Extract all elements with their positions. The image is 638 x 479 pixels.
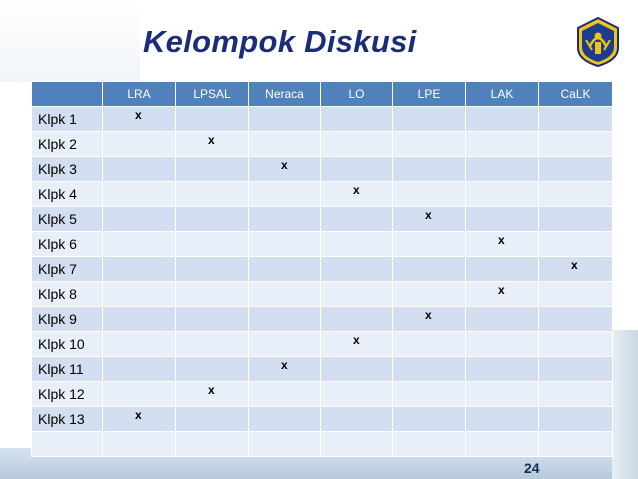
table-header-row	[32, 82, 613, 107]
page-number: 24	[524, 460, 540, 476]
table-cell	[321, 357, 393, 382]
table-row	[32, 307, 613, 332]
table-row	[32, 432, 613, 457]
row-label	[32, 432, 103, 457]
table-cell	[466, 132, 539, 157]
table-cell	[249, 132, 321, 157]
table-cell	[393, 232, 466, 257]
row-label: Klpk 2	[32, 132, 103, 157]
table-cell	[176, 232, 249, 257]
table-cell	[321, 382, 393, 407]
row-label: Klpk 3	[32, 157, 103, 182]
table-cell	[176, 157, 249, 182]
row-label: Klpk 7	[32, 257, 103, 282]
slide-title: Kelompok Diskusi	[143, 24, 417, 59]
table-cell	[103, 132, 176, 157]
table-cell	[249, 432, 321, 457]
row-label: Klpk 4	[32, 182, 103, 207]
table-cell: x	[393, 207, 466, 232]
table-cell	[466, 382, 539, 407]
table-cell	[393, 107, 466, 132]
table-cell	[321, 232, 393, 257]
kementerian-keuangan-logo-icon	[572, 16, 624, 68]
column-header: LPSAL	[176, 82, 249, 107]
table-cell	[539, 182, 613, 207]
table-cell: x	[321, 332, 393, 357]
table-cell	[539, 432, 613, 457]
table-cell	[321, 282, 393, 307]
row-label: Klpk 12	[32, 382, 103, 407]
column-header: LPE	[393, 82, 466, 107]
column-header: LO	[321, 82, 393, 107]
table-cell	[539, 232, 613, 257]
table-cell	[393, 407, 466, 432]
table-row	[32, 132, 613, 157]
table-cell	[249, 207, 321, 232]
table-cell	[103, 182, 176, 207]
table-cell	[103, 282, 176, 307]
table-cell	[103, 157, 176, 182]
table-row	[32, 257, 613, 282]
table-row	[32, 182, 613, 207]
table-cell	[321, 157, 393, 182]
table-cell	[103, 257, 176, 282]
table-cell: x	[466, 282, 539, 307]
column-header: Neraca	[249, 82, 321, 107]
table-cell	[249, 232, 321, 257]
row-label: Klpk 5	[32, 207, 103, 232]
table-cell	[321, 207, 393, 232]
table-cell	[393, 332, 466, 357]
table-cell	[539, 332, 613, 357]
table-cell	[103, 357, 176, 382]
table-row	[32, 282, 613, 307]
table-row	[32, 107, 613, 132]
table-cell	[176, 407, 249, 432]
table-cell	[539, 407, 613, 432]
background-side-band	[612, 330, 638, 479]
table-cell	[539, 107, 613, 132]
table-cell	[466, 432, 539, 457]
table-row	[32, 332, 613, 357]
table-cell	[249, 282, 321, 307]
table-cell	[393, 432, 466, 457]
table-cell	[249, 332, 321, 357]
table-cell	[539, 307, 613, 332]
table-cell	[103, 207, 176, 232]
table-cell	[539, 382, 613, 407]
background-decoration	[0, 0, 140, 82]
table-cell	[176, 107, 249, 132]
table-cell: x	[321, 182, 393, 207]
column-header: LAK	[466, 82, 539, 107]
table-cell	[393, 257, 466, 282]
table-cell	[176, 357, 249, 382]
table-cell	[249, 382, 321, 407]
table-cell	[393, 357, 466, 382]
table-cell: x	[249, 157, 321, 182]
table-cell	[249, 407, 321, 432]
table-cell	[103, 432, 176, 457]
row-label: Klpk 8	[32, 282, 103, 307]
table-cell	[176, 207, 249, 232]
table-cell: x	[176, 382, 249, 407]
table-cell	[466, 332, 539, 357]
table-cell	[176, 182, 249, 207]
table-cell	[466, 257, 539, 282]
row-label: Klpk 10	[32, 332, 103, 357]
table-cell	[321, 432, 393, 457]
table-cell	[321, 132, 393, 157]
table-cell	[176, 282, 249, 307]
table-row	[32, 357, 613, 382]
table-cell	[466, 407, 539, 432]
table-row	[32, 382, 613, 407]
table-cell	[176, 257, 249, 282]
table-cell	[539, 282, 613, 307]
table-cell	[321, 107, 393, 132]
column-header: CaLK	[539, 82, 613, 107]
table-cell	[393, 132, 466, 157]
row-label: Klpk 9	[32, 307, 103, 332]
table-cell	[103, 332, 176, 357]
table-row	[32, 232, 613, 257]
row-label: Klpk 13	[32, 407, 103, 432]
table-cell	[466, 182, 539, 207]
table-cell	[393, 282, 466, 307]
row-label: Klpk 6	[32, 232, 103, 257]
table-cell	[249, 257, 321, 282]
table-row	[32, 407, 613, 432]
table-cell	[249, 107, 321, 132]
table-cell	[466, 357, 539, 382]
table-cell	[539, 132, 613, 157]
table-cell	[466, 107, 539, 132]
column-header: LRA	[103, 82, 176, 107]
discussion-group-table	[31, 81, 613, 457]
table-cell	[466, 157, 539, 182]
table-cell	[539, 157, 613, 182]
table-cell: x	[539, 257, 613, 282]
table-cell: x	[249, 357, 321, 382]
table-cell	[176, 432, 249, 457]
table-cell	[321, 407, 393, 432]
table-cell	[103, 232, 176, 257]
table-row	[32, 207, 613, 232]
table-cell	[393, 157, 466, 182]
table-cell	[539, 207, 613, 232]
table-cell	[321, 307, 393, 332]
table-cell	[393, 382, 466, 407]
table-cell	[466, 207, 539, 232]
table-cell: x	[466, 232, 539, 257]
table-cell	[539, 357, 613, 382]
table-cell	[249, 182, 321, 207]
table-cell	[249, 307, 321, 332]
table-cell	[103, 382, 176, 407]
table-cell	[103, 307, 176, 332]
table-cell	[393, 182, 466, 207]
table-cell	[176, 307, 249, 332]
row-label: Klpk 11	[32, 357, 103, 382]
table-row	[32, 157, 613, 182]
table-cell: x	[103, 407, 176, 432]
table-cell: x	[103, 107, 176, 132]
table-cell	[321, 257, 393, 282]
row-label: Klpk 1	[32, 107, 103, 132]
table-cell	[176, 332, 249, 357]
column-header-group	[32, 82, 103, 107]
table-cell	[466, 307, 539, 332]
table-cell: x	[393, 307, 466, 332]
table-cell: x	[176, 132, 249, 157]
